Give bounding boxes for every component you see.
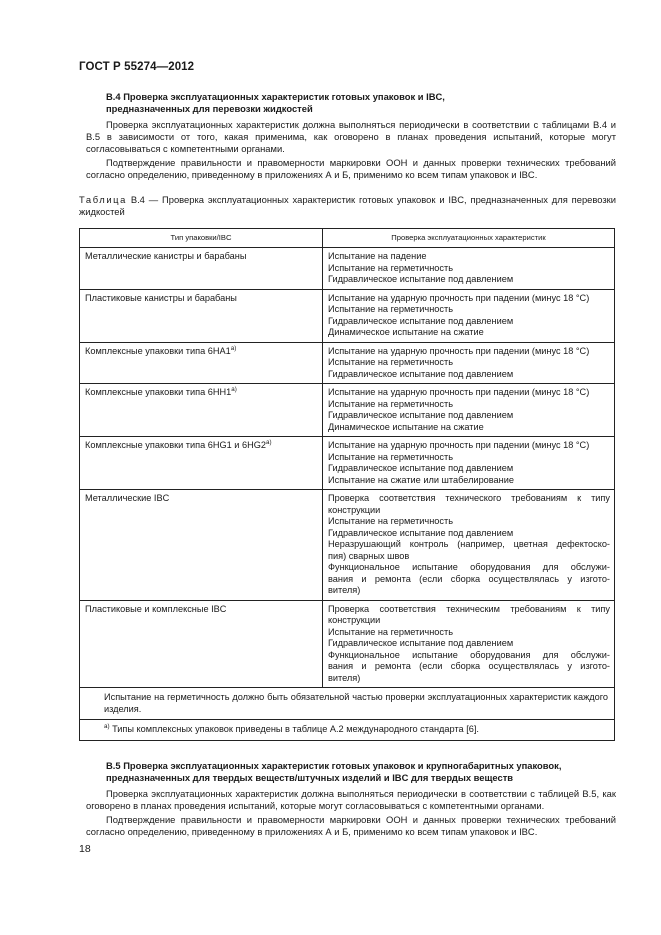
- check-item: конструкции: [328, 504, 381, 515]
- table-caption-label: Таблица: [79, 194, 127, 205]
- packaging-type: Пластиковые и комплексные IBC: [85, 603, 227, 614]
- check-item: Испытание на падение: [328, 251, 427, 261]
- checks-cell: [323, 437, 615, 490]
- check-item: Гидравлическое испытание под давлением: [328, 463, 514, 473]
- packaging-type-cell: [80, 600, 323, 688]
- table-caption-text: В.4 — Проверка эксплуатационных характеристик готовых упаковок и IBC, предназначенных для перевозки жидкостей: [79, 194, 616, 217]
- col1-header: Тип упаковки/IBC: [80, 229, 323, 248]
- check-item: Испытание на герметичность: [328, 398, 453, 409]
- check-item: Гидравлическое испытание под давлением: [328, 527, 514, 538]
- check-item: Гидравлическое испытание под давлением: [328, 274, 514, 284]
- table-row: [80, 248, 615, 290]
- check-item: Испытание на герметичность: [328, 451, 453, 462]
- table-b4: [79, 228, 615, 741]
- check-item: Гидравлическое испытание под давлением: [328, 368, 514, 379]
- check-item: конструкции: [328, 615, 381, 625]
- check-item: Неразрушающий контроль (например, цветная дефектоско-: [328, 539, 610, 549]
- packaging-type-cell: [80, 384, 323, 437]
- page-number: 18: [79, 843, 91, 855]
- check-item: вителя): [328, 585, 361, 595]
- check-item: Испытание на герметичность: [328, 357, 453, 367]
- section-b4-para2: Подтверждение правильности и правомерности маркировки ООН и данных проверки технических требований согласно определению, приведенному в приложениях А и Б, применимо ко всем типам упаковок и IBC.: [86, 157, 616, 180]
- check-item: Испытание на ударную прочность при падении (минус 18 °С): [328, 387, 590, 397]
- table-row: [80, 342, 615, 384]
- checks-cell: [323, 384, 615, 437]
- check-item: пия) сварных швов: [328, 550, 410, 561]
- table-row: [80, 384, 615, 437]
- footnote-ref: а): [231, 386, 237, 393]
- table-caption: [79, 194, 616, 218]
- check-item: Испытание на герметичность: [328, 262, 453, 273]
- section-b5: [86, 760, 616, 838]
- section-b5-title-line1: В.5 Проверка эксплуатационных характеристик готовых упаковок и крупногабаритных упаковок,: [106, 760, 562, 771]
- checks-cell: [323, 342, 615, 384]
- check-item: вителя): [328, 672, 361, 683]
- col2-header: Проверка эксплуатационных характеристик: [323, 229, 615, 248]
- checks-cell: [323, 289, 615, 342]
- check-item: Испытание на герметичность: [328, 516, 453, 526]
- check-item: Испытание на ударную прочность при падении (минус 18 °С): [328, 440, 590, 450]
- packaging-type: Комплексные упаковки типа 6НА1: [85, 345, 231, 356]
- table-note: Испытание на герметичность должно быть обязательной частью проверки эксплуатационных характеристик каждого изделия.: [80, 688, 615, 720]
- packaging-type-cell: [80, 289, 323, 342]
- footnote-ref: а): [230, 344, 237, 352]
- section-b5-para1: Проверка эксплуатационных характеристик должна выполняться периодически в соответствии с таблицей В.5, как оговорено в планах проведения испытаний, которые могут согласовываться с компетентными органами.: [86, 788, 616, 811]
- checks-cell: [323, 248, 615, 290]
- packaging-type: Металлические канистры и барабаны: [85, 251, 247, 261]
- check-item: Испытание на герметичность: [328, 304, 453, 314]
- check-item: Проверка соответствия технического требованиям к типу: [328, 493, 610, 503]
- packaging-type: Комплексные упаковки типа 6НН1: [85, 387, 232, 397]
- check-item: Испытание на ударную прочность при падении (минус 18 °С): [328, 292, 590, 303]
- footnote-text: Типы комплексных упаковок приведены в таблице А.2 международного стандарта [6].: [109, 724, 479, 734]
- footnote-ref: а): [266, 439, 272, 446]
- section-b4-title: [86, 91, 616, 115]
- table-row: [80, 437, 615, 490]
- table-footnote: [80, 720, 615, 741]
- packaging-type-cell: [80, 248, 323, 290]
- check-item: вания и ремонта (если сборка осуществлялась у изгото-: [328, 661, 610, 671]
- check-item: Функциональное испытание оборудования для обслужи-: [328, 649, 610, 660]
- table-row: [80, 289, 615, 342]
- section-b5-title: [86, 760, 616, 784]
- packaging-type-cell: [80, 490, 323, 601]
- table-body: [80, 248, 615, 688]
- packaging-type: Пластиковые канистры и барабаны: [85, 292, 237, 303]
- check-item: вания и ремонта (если сборка осуществлялась у изгото-: [328, 573, 610, 584]
- table-row: [80, 490, 615, 601]
- packaging-type-cell: [80, 342, 323, 384]
- packaging-type-cell: [80, 437, 323, 490]
- table-row: [80, 600, 615, 688]
- section-b4: [86, 91, 616, 181]
- check-item: Динамическое испытание на сжатие: [328, 421, 484, 432]
- section-b5-para2: Подтверждение правильности и правомерности маркировки ООН и данных проверки технических требований согласно определению, приведенному в приложениях А и Б, применимо ко всем типам упаковок и IBC.: [86, 814, 616, 837]
- table-header-row: [80, 229, 615, 248]
- check-item: Динамическое испытание на сжатие: [328, 327, 484, 337]
- standard-header: ГОСТ Р 55274—2012: [79, 61, 195, 73]
- table-footnote-row: [80, 720, 615, 741]
- packaging-type: Комплексные упаковки типа 6НG1 и 6НG2: [85, 440, 266, 450]
- section-b5-title-line2: предназначенных для твердых веществ/штучных изделий и IBC для твердых веществ: [106, 772, 514, 783]
- check-item: Гидравлическое испытание под давлением: [328, 638, 514, 648]
- table-note-row: [80, 688, 615, 720]
- check-item: Проверка соответствия техническим требованиям к типу: [328, 603, 610, 614]
- checks-cell: [323, 490, 615, 601]
- packaging-type: Металлические IBC: [85, 493, 170, 503]
- check-item: Функциональное испытание оборудования для обслужи-: [328, 562, 610, 572]
- check-item: Испытание на сжатие или штабелирование: [328, 474, 514, 485]
- check-item: Гидравлическое испытание под давлением: [328, 315, 514, 326]
- section-b4-title-line2: предназначенных для перевозки жидкостей: [106, 103, 313, 114]
- checks-cell: [323, 600, 615, 688]
- footnote-mark: а): [104, 723, 110, 730]
- check-item: Испытание на ударную прочность при падении (минус 18 °С): [328, 345, 590, 356]
- check-item: Испытание на герметичность: [328, 626, 453, 637]
- section-b4-para1: Проверка эксплуатационных характеристик должна выполняться периодически в соответствии с таблицами В.4 и В.5 в зависимости от того, какая применима, как оговорено в планах проведения испытаний, которые могут согласовываться с компетентными органами.: [86, 119, 616, 154]
- section-b4-title-line1: В.4 Проверка эксплуатационных характеристик готовых упаковок и IBC,: [106, 91, 445, 102]
- check-item: Гидравлическое испытание под давлением: [328, 410, 514, 420]
